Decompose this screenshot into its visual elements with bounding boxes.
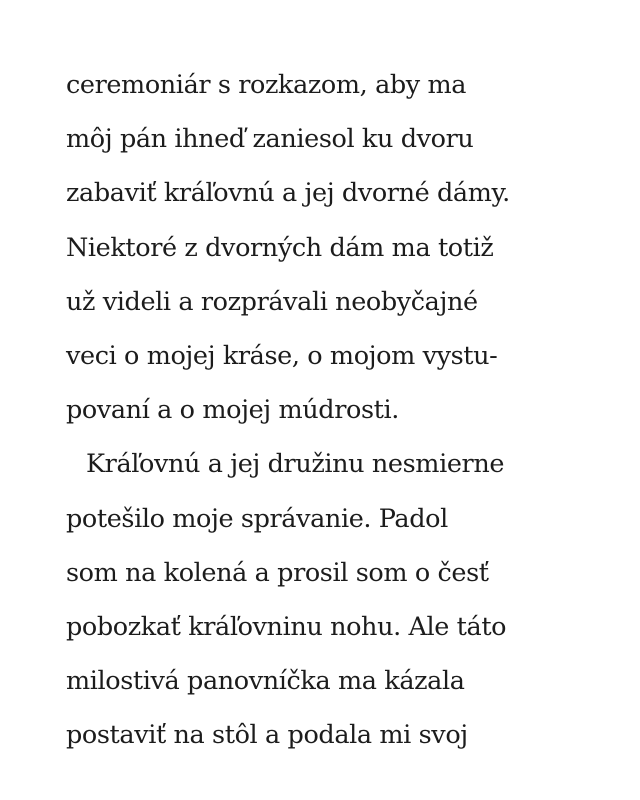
text-line: Kráľovnú a jej družinu nesmierne: [86, 449, 505, 480]
paragraph-1: [66, 58, 626, 437]
text-line: ceremoniár s rozkazom, aby ma: [66, 70, 467, 100]
text-line: milostivá panovníčka ma kázala: [66, 666, 465, 697]
body-text: [66, 58, 626, 762]
text-line: pobozkať kráľovninu nohu. Ale táto: [66, 611, 507, 642]
paragraph-2: [66, 437, 626, 762]
text-line: veci o mojej kráse, o mojom vystu-: [66, 340, 498, 371]
text-line: potešilo moje správanie. Padol: [66, 503, 448, 534]
text-line: postaviť na stôl a podala mi svoj: [66, 720, 468, 751]
text-line: Niektoré z dvorných dám ma totiž: [66, 232, 494, 263]
text-line: už videli a rozprávali neobyčajné: [66, 286, 478, 317]
text-line: som na kolená a prosil som o česť: [66, 557, 489, 588]
text-line: môj pán ihneď zaniesol ku dvoru: [66, 124, 474, 155]
text-line: zabaviť kráľovnú a jej dvorné dámy.: [66, 178, 510, 209]
text-line: povaní a o mojej múdrosti.: [66, 395, 399, 426]
